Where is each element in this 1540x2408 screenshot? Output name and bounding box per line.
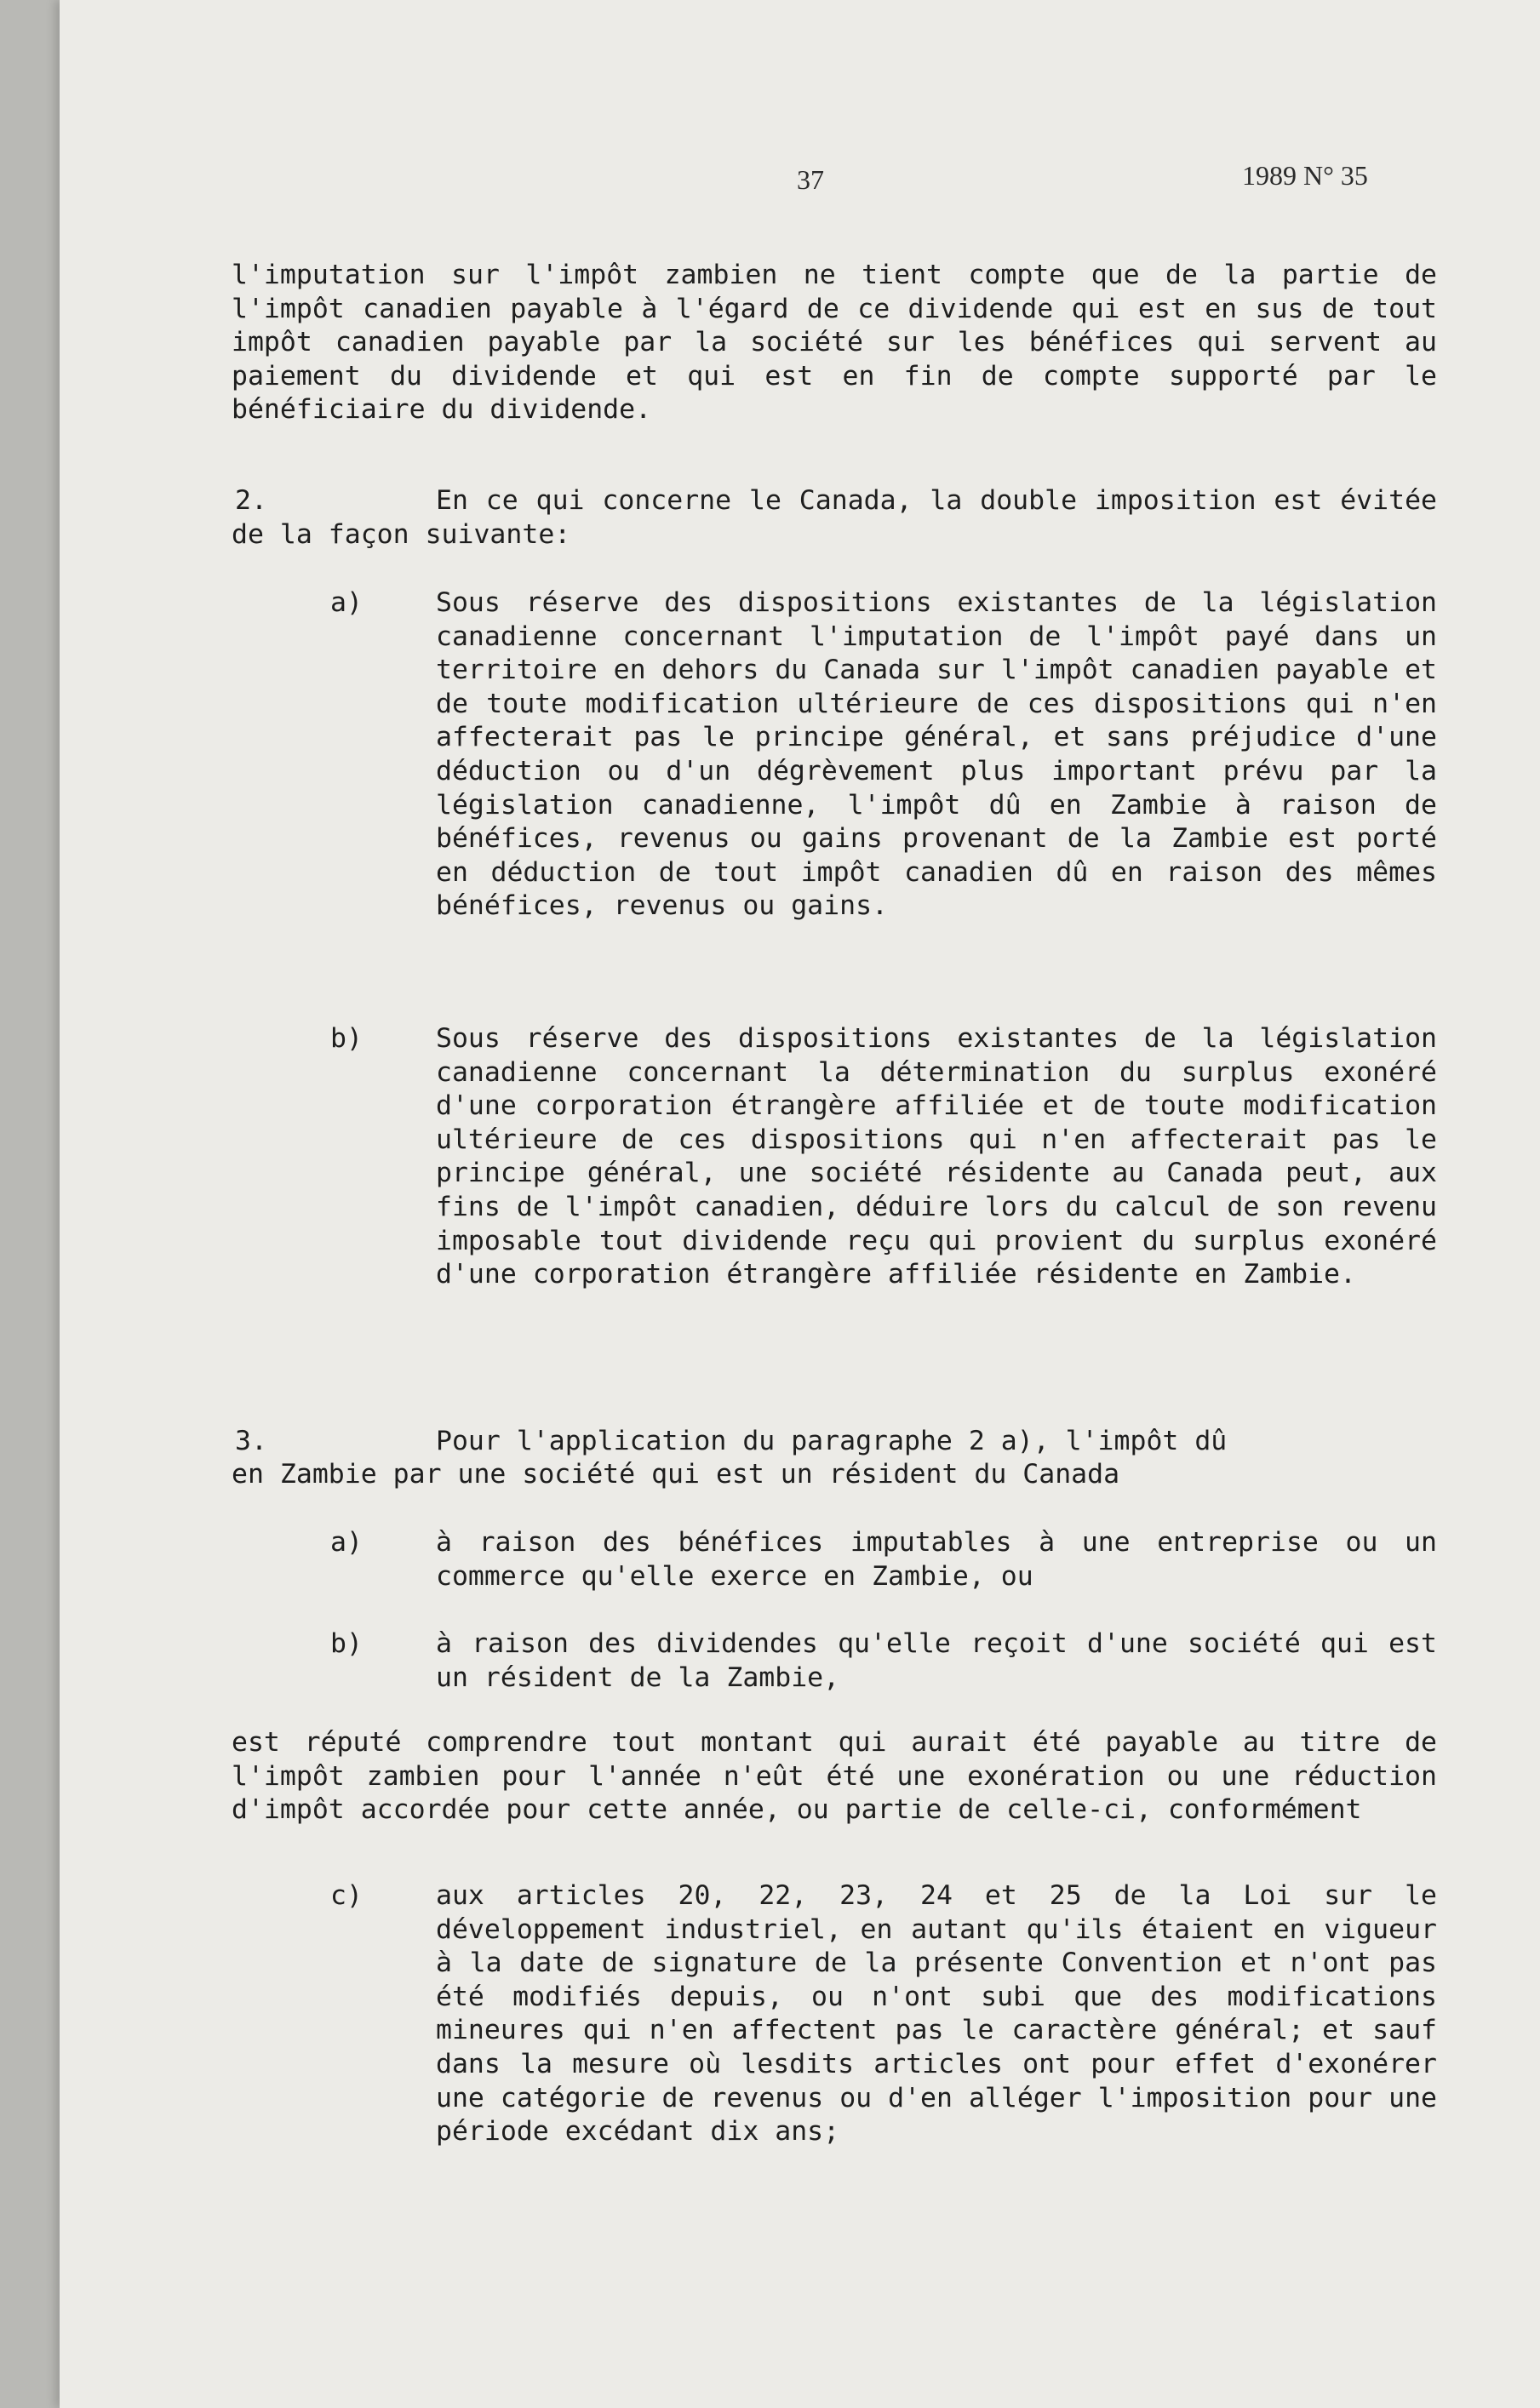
page-number: 37 <box>797 164 824 195</box>
paragraph-2-text: En ce qui concerne le Canada, la double imposition est évitée de la façon suivante: <box>232 485 1437 550</box>
item-label: a) <box>330 1527 363 1558</box>
item-label: b) <box>330 1023 363 1054</box>
paragraph-continuation: est réputé comprendre tout montant qui aurait été payable au titre de l'impôt zambien pour l'année n'eût été une exonération ou une réduction d'impôt accordée pour cette année, ou partie de celle-ci, conformément <box>232 1727 1437 1826</box>
item-b-text: Sous réserve des dispositions existantes de la législation canadienne concernant la détermination du surplus exonéré d'une corporation étrangère affiliée et de toute modification ultérieure de ces dispositions qui n'en affecterait pas le principe général, une société résidente au Canada peut, aux fins de l'impôt canadien, déduire lors du calcul de son revenu imposable tout dividende reçu qui provient du surplus exonéré d'une corporation étrangère affiliée résidente en Zambie. <box>436 1023 1437 1290</box>
item-c-text: aux articles 20, 22, 23, 24 et 25 de la Loi sur le développement industriel, en autant qu'ils étaient en vigueur à la date de signature de la présente Convention et n'ont pas été modifiés depuis, ou n'ont subi que des modifications mineures qui n'en affectent pas le caractère général; et sauf dans la mesure où lesdits articles ont pour effet d'exonérer une catégorie de revenus ou d'en alléger l'imposition pour une période excédant dix ans; <box>436 1880 1437 2148</box>
paragraph-number: 2. <box>235 485 267 516</box>
document-page <box>60 0 1540 2408</box>
paragraph-number: 3. <box>235 1426 267 1456</box>
item-a-text: à raison des bénéfices imputables à une entreprise ou un commerce qu'elle exerce en Zambie, ou <box>436 1527 1437 1592</box>
item-label: b) <box>330 1628 363 1659</box>
item-b-text: à raison des dividendes qu'elle reçoit d'une société qui est un résident de la Zambie, <box>436 1628 1437 1693</box>
item-a-text: Sous réserve des dispositions existantes de la législation canadienne concernant l'imputation de l'impôt payé dans un territoire en dehors du Canada sur l'impôt canadien payable et de toute modification ultérieure de ces dispositions qui n'en affecterait pas le principe général, et sans préjudice d'une déduction ou d'un dégrèvement plus important prévu par la législation canadienne, l'impôt dû en Zambie à raison de bénéfices, revenus ou gains provenant de la Zambie est porté en déduction de tout impôt canadien dû en raison des mêmes bénéfices, revenus ou gains. <box>436 587 1437 922</box>
paragraph-3-text: Pour l'application du paragraphe 2 a), l'impôt dû <box>436 1426 1228 1456</box>
item-label: a) <box>330 587 363 618</box>
gazette-issue: 1989 N° 35 <box>1242 160 1368 191</box>
item-label: c) <box>330 1880 363 1911</box>
paragraph-continuation: l'imputation sur l'impôt zambien ne tient compte que de la partie de l'impôt canadien payable à l'égard de ce dividende qui est en sus de tout impôt canadien payable par la société sur les bénéfices qui servent au paiement du dividende et qui est en fin de compte supporté par le bénéficiaire du dividende. <box>232 260 1437 426</box>
paragraph-3-continuation: en Zambie par une société qui est un résident du Canada <box>232 1459 1120 1490</box>
